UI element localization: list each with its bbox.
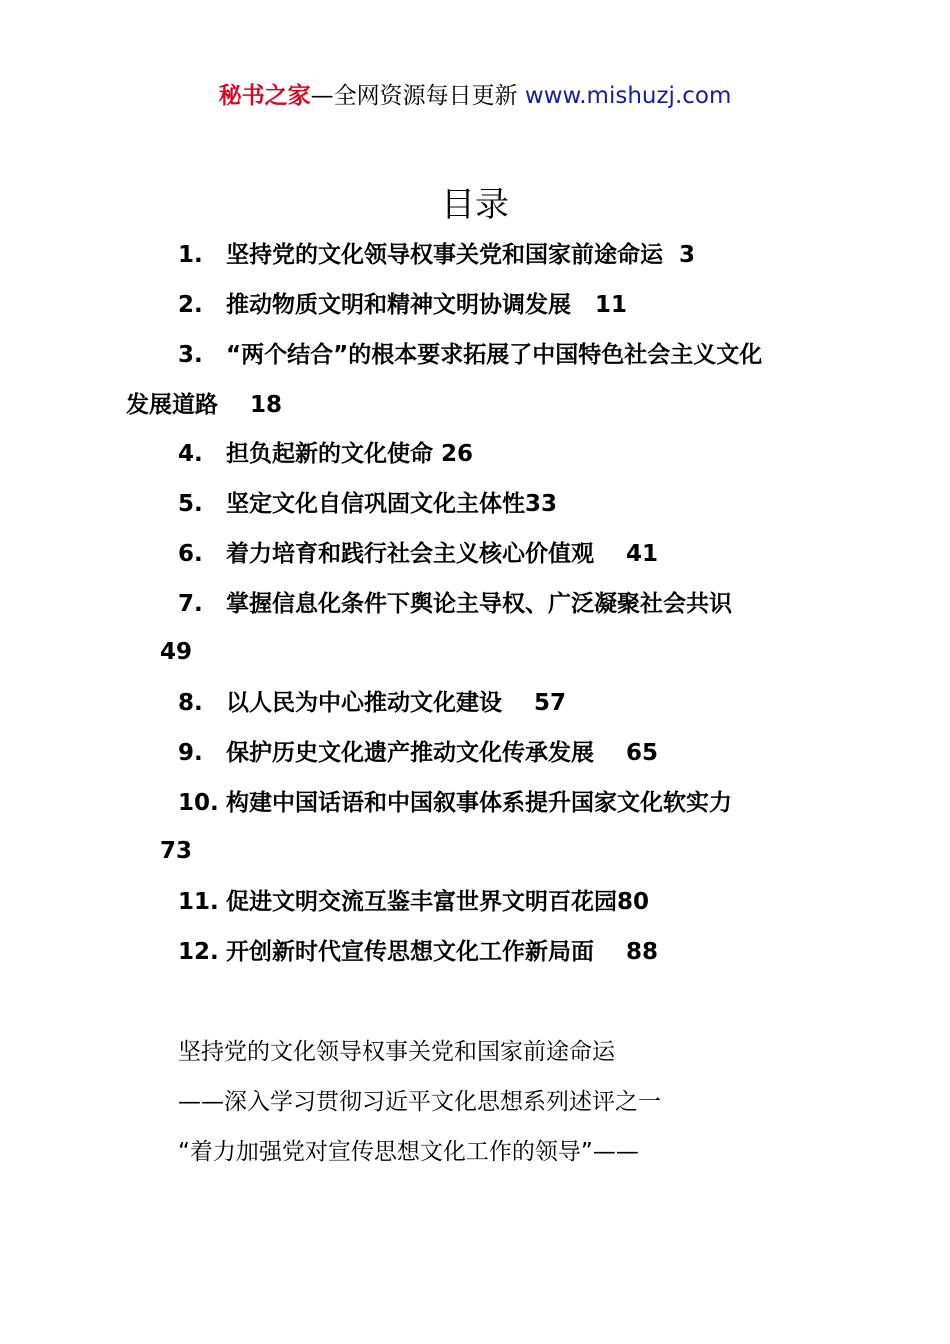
toc-item-page: 57 (534, 690, 567, 716)
toc-item-page: 41 (626, 541, 659, 567)
toc-item-6[interactable] (178, 537, 658, 571)
toc-title: 目录 (441, 185, 509, 225)
toc-item-number: 8. (178, 690, 203, 716)
toc-item-number: 12. (178, 939, 219, 965)
toc-item-page: 88 (626, 939, 659, 965)
toc-item-number: 4. (178, 441, 203, 467)
toc-item-text: “两个结合”的根本要求拓展了中国特色社会主义文化 (226, 342, 763, 368)
toc-item-text-continued: 发展道路 (126, 392, 218, 418)
toc-item-page: 49 (160, 639, 193, 665)
toc-item-page: 18 (250, 392, 283, 418)
toc-item-10[interactable] (178, 786, 732, 820)
toc-item-2[interactable] (178, 288, 627, 322)
toc-item-text: 开创新时代宣传思想文化工作新局面 (226, 939, 594, 965)
toc-item-text: 掌握信息化条件下舆论主导权、广泛凝聚社会共识 (226, 591, 732, 617)
toc-item-number: 5. (178, 491, 203, 517)
toc-item-page: 3 (679, 242, 696, 268)
toc-item-3[interactable] (178, 338, 762, 372)
toc-item-7-page[interactable] (160, 635, 192, 669)
toc-item-1[interactable] (178, 238, 695, 272)
toc-item-9[interactable] (178, 736, 658, 770)
toc-item-page: 73 (160, 838, 193, 864)
brand-name: 秘书之家 (218, 83, 311, 109)
toc-item-text: 保护历史文化遗产推动文化传承发展 (226, 740, 594, 766)
toc-item-text: 构建中国话语和中国叙事体系提升国家文化软实力 (226, 790, 732, 816)
toc-item-number: 1. (178, 242, 203, 268)
toc-item-5[interactable] (178, 487, 557, 521)
toc-item-text: 坚定文化自信巩固文化主体性 (226, 491, 525, 517)
toc-item-text: 以人民为中心推动文化建设 (226, 690, 502, 716)
toc-item-page: 65 (626, 740, 659, 766)
toc-item-11[interactable] (178, 885, 649, 919)
site-header (0, 78, 950, 114)
toc-item-number: 6. (178, 541, 203, 567)
toc-item-3-continued[interactable] (126, 388, 282, 422)
toc-item-page: 26 (441, 441, 474, 467)
toc-item-text: 推动物质文明和精神文明协调发展 (226, 292, 571, 318)
toc-item-number: 11. (178, 889, 219, 915)
toc-item-number: 7. (178, 591, 203, 617)
article-first-line: “着力加强党对宣传思想文化工作的领导”—— (178, 1139, 639, 1165)
toc-item-number: 9. (178, 740, 203, 766)
toc-item-12[interactable] (178, 935, 658, 969)
toc-item-text: 促进文明交流互鉴丰富世界文明百花园 (226, 889, 617, 915)
toc-item-8[interactable] (178, 686, 566, 720)
article-subtitle: ——深入学习贯彻习近平文化思想系列述评之一 (178, 1089, 661, 1115)
toc-item-text: 担负起新的文化使命 (226, 441, 433, 467)
toc-item-number: 3. (178, 342, 203, 368)
toc-item-10-page[interactable] (160, 834, 192, 868)
toc-item-page: 33 (525, 491, 558, 517)
toc-item-text: 坚持党的文化领导权事关党和国家前途命运 (226, 242, 663, 268)
toc-item-4[interactable] (178, 437, 473, 471)
toc-item-number: 2. (178, 292, 203, 318)
toc-item-page: 11 (595, 292, 628, 318)
header-slogan: —全网资源每日更新 (310, 83, 518, 109)
toc-item-text: 着力培育和践行社会主义核心价值观 (226, 541, 594, 567)
article-title: 坚持党的文化领导权事关党和国家前途命运 (178, 1039, 615, 1065)
site-url-link[interactable]: www.mishuzj.com (524, 83, 732, 109)
toc-item-page: 80 (617, 889, 650, 915)
toc-item-number: 10. (178, 790, 219, 816)
toc-item-7[interactable] (178, 587, 732, 621)
